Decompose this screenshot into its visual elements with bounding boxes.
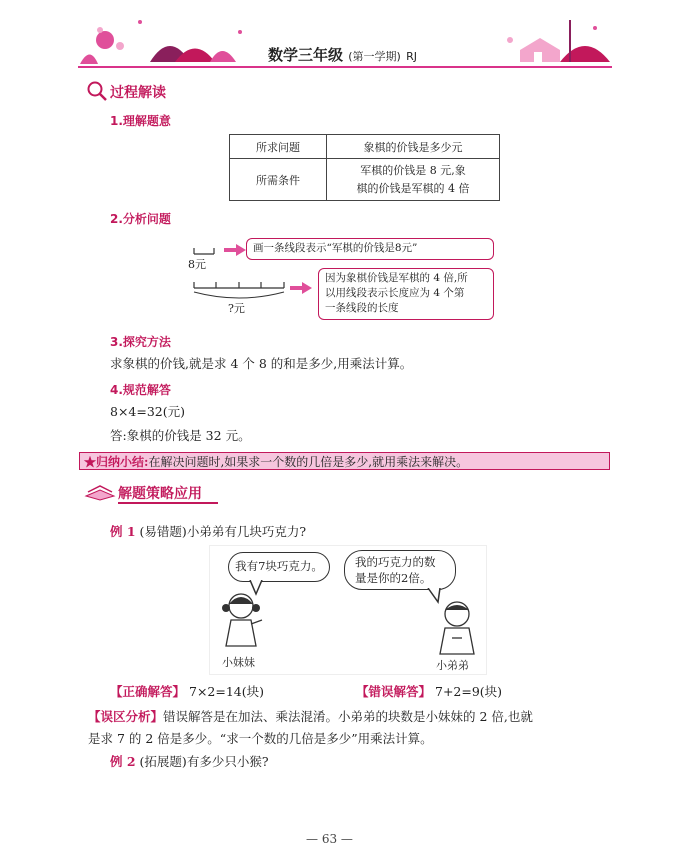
step3-label: 3.探究方法 bbox=[110, 335, 171, 349]
page-number: — 63 — bbox=[306, 832, 353, 846]
example1-question: 小弟弟有几块巧克力? bbox=[186, 524, 307, 539]
table-row bbox=[230, 159, 500, 201]
book-icon bbox=[84, 482, 116, 502]
note-line1: 因为象棋价钱是军棋的 4 倍,所 bbox=[325, 272, 468, 284]
correct-answer-label: 【正确解答】 bbox=[110, 684, 186, 699]
section-title-process: 过程解读 bbox=[110, 85, 166, 101]
table-head-condition: 所需条件 bbox=[230, 159, 327, 201]
condition-line2: 棋的价钱是军棋的 4 倍 bbox=[356, 181, 470, 195]
example2-tag: (拓展题) bbox=[139, 754, 187, 769]
solution-answer: 答:象棋的价钱是 32 元。 bbox=[110, 428, 251, 443]
example1-tag: (易错题) bbox=[139, 524, 187, 539]
table-value-condition bbox=[327, 159, 500, 201]
table-value-question: 象棋的价钱是多少元 bbox=[327, 135, 500, 159]
arrow-icon bbox=[290, 282, 312, 294]
boy-speech-bubble bbox=[344, 550, 456, 590]
example2 bbox=[110, 752, 269, 770]
book-title-main: 数学三年级 bbox=[268, 46, 344, 64]
solution-equation: 8×4=32(元) bbox=[110, 404, 186, 419]
wrong-answer-label: 【错误解答】 bbox=[356, 684, 432, 699]
correct-answer-equation: 7×2=14(块) bbox=[189, 684, 265, 699]
girl-figure bbox=[216, 590, 266, 652]
wrong-answer-equation: 7+2=9(块) bbox=[435, 684, 503, 699]
note-short-segment: 画一条线段表示“军棋的价钱是8元” bbox=[246, 238, 494, 260]
condition-line1: 军棋的价钱是 8 元,象 bbox=[360, 163, 466, 177]
step1-label: 1.理解题意 bbox=[110, 114, 171, 128]
note-line2: 以用线段表示长度应为 4 个第 bbox=[325, 287, 465, 299]
girl-speech-bubble: 我有7块巧克力。 bbox=[228, 552, 330, 582]
header-decoration bbox=[0, 0, 689, 80]
analysis-line1 bbox=[88, 706, 533, 728]
boy-figure bbox=[432, 598, 482, 656]
analysis-text1: 错误解答是在加法、乘法混淆。小弟弟的块数是小妹妹的 2 倍,也就 bbox=[163, 709, 533, 724]
example1-label: 例 1 bbox=[110, 524, 136, 539]
section-title-underline bbox=[118, 502, 218, 504]
example1 bbox=[110, 522, 306, 540]
info-table bbox=[229, 134, 500, 201]
table-row bbox=[230, 135, 500, 159]
correct-answer bbox=[110, 682, 264, 700]
note-line3: 一条线段的长度 bbox=[325, 302, 399, 314]
example2-question: 有多少只小猴? bbox=[186, 754, 269, 769]
arrow-icon bbox=[224, 244, 246, 256]
long-segment-label: ?元 bbox=[228, 302, 245, 315]
example2-label: 例 2 bbox=[110, 754, 136, 769]
page-header bbox=[0, 0, 689, 80]
summary-bar bbox=[79, 452, 610, 470]
method-text: 求象棋的价钱,就是求 4 个 8 的和是多少,用乘法计算。 bbox=[110, 356, 413, 371]
note-long-segment bbox=[318, 268, 494, 320]
header-divider bbox=[78, 66, 612, 68]
girl-name: 小妹妹 bbox=[222, 656, 255, 669]
tree-icon bbox=[560, 46, 610, 62]
analysis-line2: 是求 7 的 2 倍是多少。“求一个数的几倍是多少”用乘法计算。 bbox=[88, 731, 433, 746]
magnifier-icon bbox=[86, 80, 108, 102]
table-head-question: 所求问题 bbox=[230, 135, 327, 159]
summary-label: ★归纳小结: bbox=[84, 455, 149, 469]
short-segment-label: 8元 bbox=[188, 258, 206, 271]
step4-label: 4.规范解答 bbox=[110, 383, 171, 397]
book-edition: RJ bbox=[406, 50, 417, 63]
error-analysis bbox=[88, 706, 533, 750]
section-title-strategy: 解题策略应用 bbox=[118, 486, 202, 502]
boy-bubble-line2: 量是你的2倍。 bbox=[355, 571, 432, 585]
flower-icon bbox=[96, 31, 114, 49]
analysis-label: 【误区分析】 bbox=[88, 709, 164, 724]
book-semester: (第一学期) bbox=[348, 50, 401, 63]
boy-bubble-line1: 我的巧克力的数 bbox=[355, 555, 436, 569]
step2-label: 2.分析问题 bbox=[110, 212, 171, 226]
wrong-answer bbox=[356, 682, 502, 700]
summary-text: 在解决问题时,如果求一个数的几倍是多少,就用乘法来解决。 bbox=[148, 455, 469, 469]
book-title bbox=[268, 44, 417, 65]
boy-name: 小弟弟 bbox=[436, 659, 469, 672]
